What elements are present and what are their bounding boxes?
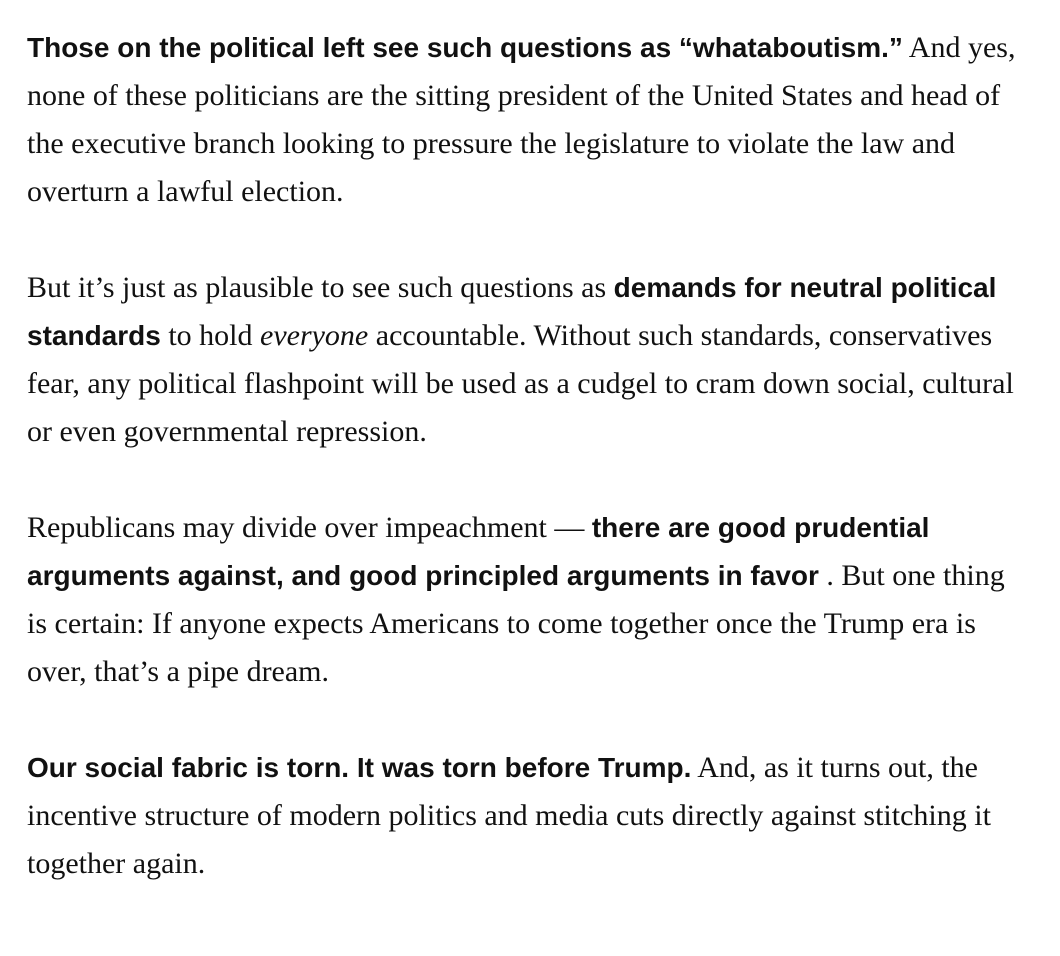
bold-link-arguments[interactable]: there are good prudential arguments against, and good principled arguments in favor: [27, 512, 930, 591]
paragraph-text: And yes, none of these politicians are the sitting president of the United States and head of the executive branch looking to pressure the legislature to violate the law and overturn a lawful election.: [27, 31, 1016, 208]
bold-link-social-fabric[interactable]: Our social fabric is torn. It was torn before Trump.: [27, 752, 692, 783]
paragraph-whataboutism: [27, 24, 1027, 216]
bold-link-neutral-standards[interactable]: demands for neutral political standards: [27, 272, 997, 351]
bold-link-whataboutism[interactable]: Those on the political left see such questions as “whataboutism.”: [27, 32, 903, 63]
italic-emphasis: everyone: [260, 319, 369, 352]
article-body: [27, 24, 1027, 888]
paragraph-neutral-standards: [27, 264, 1027, 456]
paragraph-text: to hold: [160, 319, 260, 352]
paragraph-text: accountable. Without such standards, conservatives fear, any political flashpoint will be used as a cudgel to cram down social, cultural or even governmental repression.: [27, 319, 1014, 448]
paragraph-text: . But one thing is certain: If anyone expects Americans to come together once the Trump era is over, that’s a pipe dream.: [27, 559, 1005, 688]
paragraph-social-fabric: [27, 744, 1027, 888]
paragraph-text: Republicans may divide over impeachment —: [27, 511, 592, 544]
paragraph-text: But it’s just as plausible to see such questions as: [27, 271, 614, 304]
paragraph-impeachment: [27, 504, 1027, 696]
paragraph-text: And, as it turns out, the incentive structure of modern politics and media cuts directly against stitching it together again.: [27, 751, 991, 880]
